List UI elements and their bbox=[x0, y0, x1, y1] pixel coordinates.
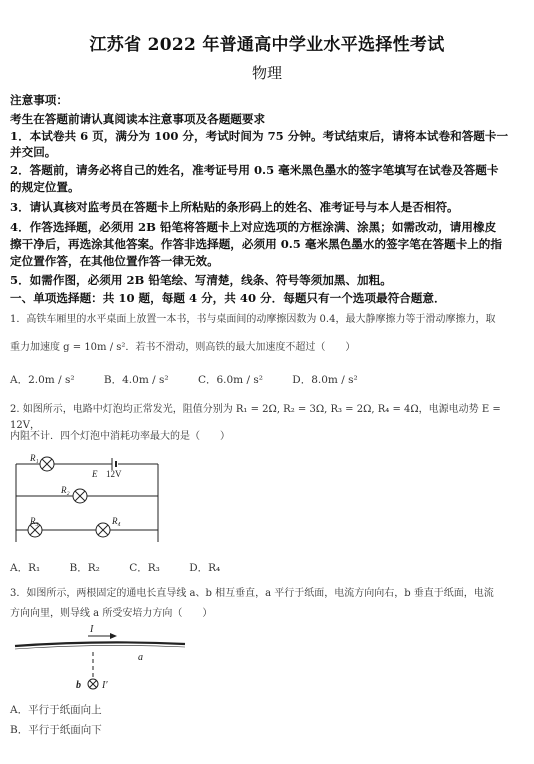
lamp-r1-icon bbox=[40, 457, 54, 471]
exam-title: 江苏省 2022 年普通高中学业水平选择性考试 bbox=[89, 35, 445, 55]
notice-line: 擦干净后，再选涂其他答案。作答非选择题，必须用 0.5 毫米黑色墨水的签字笔在答题卡上的指 bbox=[10, 237, 502, 251]
subject-title: 物理 bbox=[251, 64, 282, 82]
q2-options bbox=[10, 560, 246, 575]
q3-stem-line1: 3．如图所示，两根固定的通电长直导线 a、b 相互垂直，a 平行于纸面，电流方向向右，b 垂直于纸面，电流 bbox=[10, 588, 494, 599]
label-r4: R₄ bbox=[112, 516, 121, 526]
lamp-r4-icon bbox=[96, 523, 110, 537]
notice-intro: 考生在答题前请认真阅读本注意事项及各题题要求 bbox=[10, 112, 266, 126]
notice-line: 并交回。 bbox=[10, 145, 57, 159]
label-wire-a: a bbox=[138, 652, 143, 663]
circuit-diagram bbox=[8, 452, 168, 560]
lamp-r2-icon bbox=[73, 489, 87, 503]
q1-option-c[interactable]: C．6.0m / s² bbox=[197, 374, 263, 386]
notice-line: 4．作答选择题，必须用 2B 铅笔将答题卡上对应选项的方框涂满、涂黑；如需改动，请用橡皮 bbox=[10, 220, 497, 234]
notice-line: 3．请认真核对监考员在答题卡上所粘贴的条形码上的姓名、准考证号与本人是否相符。 bbox=[10, 200, 459, 214]
notice-line: 5．如需作图，必须用 2B 铅笔绘、写清楚，线条、符号等须加黑、加粗。 bbox=[10, 273, 392, 287]
section-heading: 一、单项选择题：共 10 题，每题 4 分，共 40 分．每题只有一个选项最符合题意． bbox=[10, 291, 446, 305]
wire-into-page-icon bbox=[88, 679, 98, 689]
label-wire-b: b bbox=[76, 680, 81, 691]
q1-stem-line2: 重力加速度 g = 10m / s²．若书不滑动，则高铁的最大加速度不超过（ ） bbox=[10, 342, 356, 353]
label-current-i: I bbox=[90, 624, 94, 635]
q3-option-a[interactable]: A．平行于纸面向上 bbox=[10, 704, 102, 716]
q3-option-b[interactable]: B．平行于纸面向下 bbox=[10, 724, 102, 736]
notice-line: 1．本试卷共 6 页，满分为 100 分，考试时间为 75 分钟。考试结束后，请将本试卷和答题卡一 bbox=[10, 129, 509, 143]
q1-option-a[interactable]: A．2.0m / s² bbox=[10, 374, 75, 386]
label-r3: R₃ bbox=[30, 516, 39, 526]
q2-option-a[interactable]: A．R₁ bbox=[10, 562, 41, 574]
notice-line: 定位置作答，在其他位置作答一律无效。 bbox=[10, 254, 219, 268]
current-arrow-icon bbox=[110, 633, 117, 639]
q3-stem-line2: 方向向里，则导线 a 所受安培力方向（ ） bbox=[10, 608, 213, 619]
label-current-iprime: I′ bbox=[102, 680, 108, 691]
label-r1: R₁ bbox=[30, 453, 39, 463]
q1-options bbox=[10, 372, 384, 387]
q2-option-d[interactable]: D．R₄ bbox=[189, 562, 221, 574]
label-voltage: 12V bbox=[106, 469, 122, 479]
label-emf: E bbox=[92, 469, 98, 479]
notice-heading: 注意事项： bbox=[10, 93, 68, 107]
notice-line: 2．答题前，请务必将自己的姓名，准考证号用 0.5 毫米黑色墨水的签字笔填写在试卷及答题卡 bbox=[10, 163, 499, 177]
q2-stem-line2: 内阻不计．四个灯泡中消耗功率最大的是（ ） bbox=[10, 431, 230, 442]
q1-option-d[interactable]: D．8.0m / s² bbox=[292, 374, 358, 386]
q2-option-c[interactable]: C．R₃ bbox=[129, 562, 160, 574]
q2-option-b[interactable]: B．R₂ bbox=[69, 562, 100, 574]
q1-option-b[interactable]: B．4.0m / s² bbox=[103, 374, 169, 386]
q2-stem-line1: 2. 如图所示，电路中灯泡均正常发光，阻值分别为 R₁ = 2Ω, R₂ = 3Ω, R₃ = 2Ω, R₄ = 4Ω，电源电动势 E = 12V， bbox=[10, 404, 501, 431]
wire-diagram bbox=[10, 622, 190, 694]
q1-stem-line1: 1．高铁车厢里的水平桌面上放置一本书，书与桌面间的动摩擦因数为 0.4，最大静摩擦力等于滑动摩擦力，取 bbox=[10, 314, 496, 325]
notice-line: 的规定位置。 bbox=[10, 180, 80, 194]
label-r2: R₂ bbox=[61, 485, 70, 495]
